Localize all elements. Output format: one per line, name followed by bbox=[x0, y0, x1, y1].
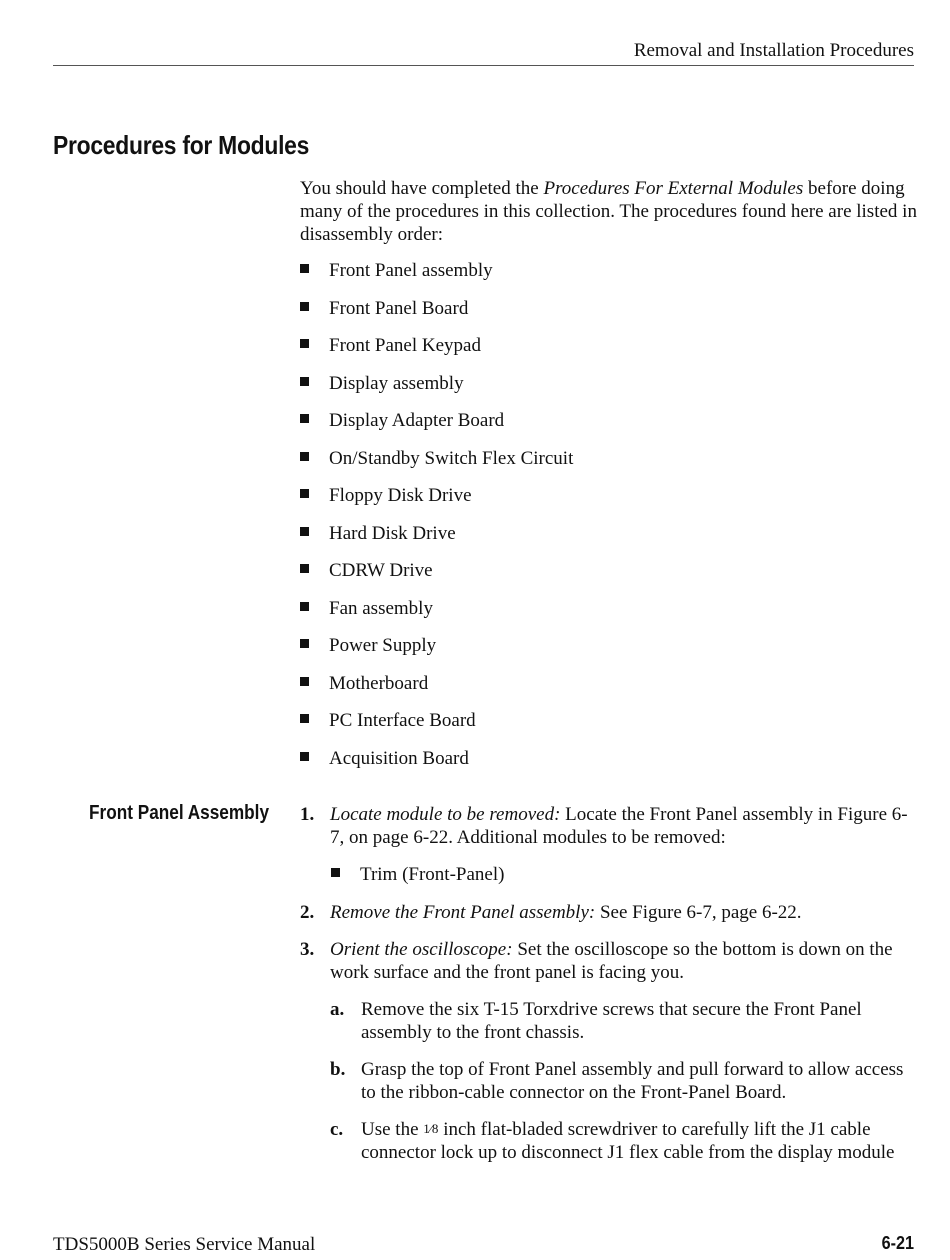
list-item bbox=[300, 483, 573, 521]
bullet-square-icon bbox=[300, 564, 309, 573]
list-item bbox=[300, 296, 573, 334]
step-2 bbox=[300, 901, 920, 931]
intro-paragraph bbox=[300, 177, 920, 246]
list-item-label: PC Interface Board bbox=[329, 710, 476, 731]
list-item bbox=[300, 708, 573, 746]
step-number: 3. bbox=[300, 939, 315, 960]
step-1-bullet bbox=[331, 862, 504, 900]
bullet-square-icon bbox=[300, 264, 309, 273]
step-number: 1. bbox=[300, 804, 315, 825]
step-3 bbox=[300, 938, 920, 988]
substep-text: Use the bbox=[361, 1119, 424, 1140]
bullet-square-icon bbox=[300, 677, 309, 686]
substep-label: c. bbox=[330, 1119, 344, 1140]
substep-text: Remove the six T-15 Torxdrive screws that secure the Front Panel assembly to the front chassis. bbox=[361, 999, 862, 1043]
bullet-square-icon bbox=[300, 452, 309, 461]
module-list bbox=[300, 258, 573, 783]
bullet-square-icon bbox=[300, 714, 309, 723]
step-body bbox=[330, 901, 920, 924]
step-text: Locate the Front Panel assembly in Figure 6-7, on page 6-22. Additional modules to be removed: bbox=[330, 804, 908, 848]
intro-text: You should have completed the bbox=[300, 178, 544, 199]
substep-text: Grasp the top of Front Panel assembly and pull forward to allow access to the ribbon-cable connector on the Front-Panel Board. bbox=[361, 1059, 904, 1103]
step-body bbox=[330, 938, 920, 984]
step-text: See Figure 6-7, page 6-22. bbox=[595, 902, 802, 923]
intro-italic-ref: Procedures For External Modules bbox=[543, 178, 804, 199]
list-item-label: Fan assembly bbox=[329, 597, 433, 619]
step-lead: Locate module to be removed: bbox=[330, 804, 561, 825]
list-item-label: Power Supply bbox=[329, 635, 437, 656]
list-item bbox=[300, 746, 573, 784]
fraction: 1⁄8 bbox=[423, 1121, 439, 1136]
list-item bbox=[300, 258, 573, 296]
substep-a bbox=[330, 998, 920, 1048]
list-item bbox=[300, 633, 573, 671]
substep-body bbox=[361, 1118, 921, 1164]
intro-text-end: before doing many of the procedures in this collection. The procedures found here are listed in disassembly order: bbox=[300, 178, 917, 245]
list-item bbox=[300, 558, 573, 596]
step-body bbox=[330, 803, 920, 849]
substep-text-end: inch flat-bladed screwdriver to carefully lift the J1 cable connector lock up to disconnect J1 flex cable from the display module bbox=[361, 1119, 895, 1163]
bullet-square-icon bbox=[300, 489, 309, 498]
list-item bbox=[300, 521, 573, 559]
bullet-square-icon bbox=[300, 527, 309, 536]
front-panel-heading: Front Panel Assembly bbox=[89, 802, 270, 824]
bullet-square-icon bbox=[300, 302, 309, 311]
substep-b bbox=[330, 1058, 920, 1108]
bullet-square-icon bbox=[300, 602, 309, 611]
list-item-label: Acquisition Board bbox=[329, 747, 469, 769]
bullet-square-icon bbox=[300, 414, 309, 423]
list-item bbox=[300, 408, 573, 446]
list-item-label: CDRW Drive bbox=[329, 560, 433, 581]
list-item bbox=[300, 671, 573, 709]
list-item-label: Front Panel Board bbox=[329, 297, 469, 319]
list-item-label: Front Panel assembly bbox=[329, 260, 493, 281]
list-item-label: On/Standby Switch Flex Circuit bbox=[329, 447, 574, 469]
running-header: Removal and Installation Procedures bbox=[633, 40, 914, 61]
bullet-square-icon bbox=[300, 752, 309, 761]
list-item bbox=[300, 596, 573, 634]
list-item bbox=[300, 333, 573, 371]
list-item-label: Trim (Front-Panel) bbox=[360, 864, 505, 885]
list-item-label: Display assembly bbox=[329, 372, 464, 394]
substep-c bbox=[330, 1118, 920, 1168]
list-item-label: Display Adapter Board bbox=[329, 410, 505, 431]
substep-label: a. bbox=[330, 999, 345, 1020]
list-item bbox=[300, 371, 573, 409]
step-number: 2. bbox=[300, 902, 315, 923]
bullet-square-icon bbox=[300, 339, 309, 348]
list-item-label: Motherboard bbox=[329, 672, 429, 694]
bullet-square-icon bbox=[300, 639, 309, 648]
footer-manual-title: TDS5000B Series Service Manual bbox=[53, 1234, 316, 1255]
list-item bbox=[300, 446, 573, 484]
header-rule bbox=[53, 65, 914, 66]
bullet-square-icon bbox=[300, 377, 309, 386]
step-lead: Orient the oscilloscope: bbox=[330, 939, 513, 960]
list-item-label: Front Panel Keypad bbox=[329, 335, 481, 356]
step-text: Set the oscilloscope so the bottom is down on the work surface and the front panel is facing you. bbox=[330, 939, 893, 983]
step-lead: Remove the Front Panel assembly: bbox=[330, 902, 596, 923]
list-item-label: Hard Disk Drive bbox=[329, 522, 456, 544]
substep-label: b. bbox=[330, 1059, 346, 1080]
list-item-label: Floppy Disk Drive bbox=[329, 485, 472, 506]
bullet-square-icon bbox=[331, 868, 340, 877]
footer-page-number: 6-21 bbox=[881, 1233, 914, 1253]
section-title: Procedures for Modules bbox=[53, 130, 310, 160]
